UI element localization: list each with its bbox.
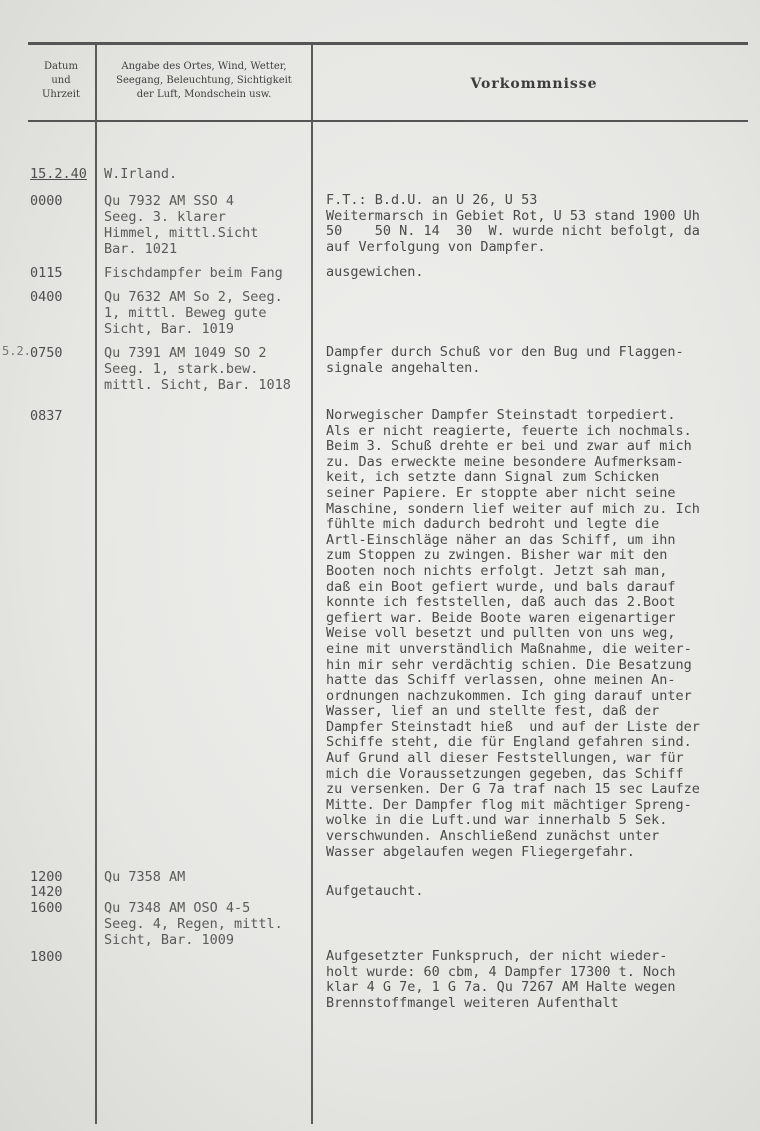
- header-events: Vorkommnisse: [470, 76, 598, 92]
- entry-location: Qu 7632 AM So 2, Seeg. 1, mittl. Beweg gute Sicht, Bar. 1019: [104, 289, 283, 337]
- top-rule: [28, 42, 748, 45]
- column-divider-1: [95, 44, 97, 1124]
- entry-event: ausgewichen.: [326, 264, 424, 280]
- entry-event: Norwegischer Dampfer Steinstadt torpediert. Als er nicht reagierte, feuerte ich nochmals. Beim 3. Schuß drehte er bei und zwar auf mich zu. Das erweckte meine besondere Aufmerksam- keit, ich setzte dann Signal zum Schicken seiner Papiere. Er stoppte aber nicht seine Maschine, sondern lief weiter auf mich zu. Ich fühlte mich dadurch bedroht und legte die Artl-Einschläge näher an das Schiff, um ihn zum Stoppen zu zwingen. Bisher war mit den Booten noch nichts erfolgt. Jetzt sah man, daß ein Boot gefiert wurde, und bals darauf konnte ich feststellen, daß auch das 2.Boot gefiert war. Beide Boote waren eigenartiger Weise voll besetzt und pullten von uns weg, eine mit unverständlich Maßnahme, die weiter- hin mir sehr verdächtig schien. Die Besatzung hatte das Schiff verlassen, ohne meinen An- ordnungen nachzukommen. Ich ging darauf unter Wasser, lief an und stellte fest, daß der Dampfer Steinstadt hieß und auf der Liste der Schiffe steht, die für England gefahren sind. Auf Grund all dieser Feststellungen, war für mich die Voraussetzungen gegeben, das Schiff zu versenken. Der G 7a traf nach 15 sec Laufze Mitte. Der Dampfer flog mit mächtiger Spreng- wolke in die Luft.und war innerhalb 5 Sek. verschwunden. Anschließend zunächst unter Wasser abgelaufen wegen Fliegergefahr.: [326, 407, 700, 860]
- entry-location: Qu 7932 AM SSO 4 Seeg. 3. klarer Himmel, mittl.Sicht Bar. 1021: [104, 193, 259, 257]
- margin-note: 5.2.: [2, 344, 31, 358]
- column-divider-2: [311, 44, 313, 1124]
- entry-location: Fischdampfer beim Fang: [104, 265, 283, 281]
- entry-event: Dampfer durch Schuß vor den Bug und Flaggen- signale angehalten.: [326, 344, 684, 376]
- entry-time: 0000: [30, 193, 63, 209]
- entry-time: 1200: [30, 869, 63, 885]
- entry-time: 0115: [30, 265, 63, 281]
- entry-date: 15.2.40: [30, 166, 87, 182]
- entry-event: F.T.: B.d.U. an U 26, U 53 Weitermarsch in Gebiet Rot, U 53 stand 1900 Uh 50 50 N. 14 30 W. wurde nicht befolgt, da auf Verfolgung von Dampfer.: [326, 192, 700, 255]
- entry-time: 1420: [30, 884, 63, 900]
- entry-location: Qu 7391 AM 1049 SO 2 Seeg. 1, stark.bew. mittl. Sicht, Bar. 1018: [104, 345, 291, 393]
- entry-time: 0400: [30, 289, 63, 305]
- entry-event: Aufgetaucht.: [326, 883, 424, 899]
- entry-event: Aufgesetzter Funkspruch, der nicht wieder- holt wurde: 60 cbm, 4 Dampfer 17300 t. Noch klar 4 G 7e, 1 G 7a. Qu 7267 AM Halte wegen Brennstoffmangel weiteren Aufenthalt: [326, 948, 676, 1011]
- entry-time: 1800: [30, 949, 63, 965]
- entry-location: W.Irland.: [104, 166, 178, 182]
- entry-location: Qu 7358 AM: [104, 869, 186, 885]
- header-bottom-rule: [28, 120, 748, 122]
- entry-time: 0837: [30, 408, 63, 424]
- entry-time: 0750: [30, 345, 63, 361]
- header-location-weather: Angabe des Ortes, Wind, Wetter, Seegang, Beleuchtung, Sichtigkeit der Luft, Mondschein usw.: [116, 61, 292, 100]
- header-date-time: Datum und Uhrzeit: [41, 61, 81, 100]
- entry-time: 1600: [30, 900, 63, 916]
- entry-location: Qu 7348 AM OSO 4-5 Seeg. 4, Regen, mittl. Sicht, Bar. 1009: [104, 900, 283, 948]
